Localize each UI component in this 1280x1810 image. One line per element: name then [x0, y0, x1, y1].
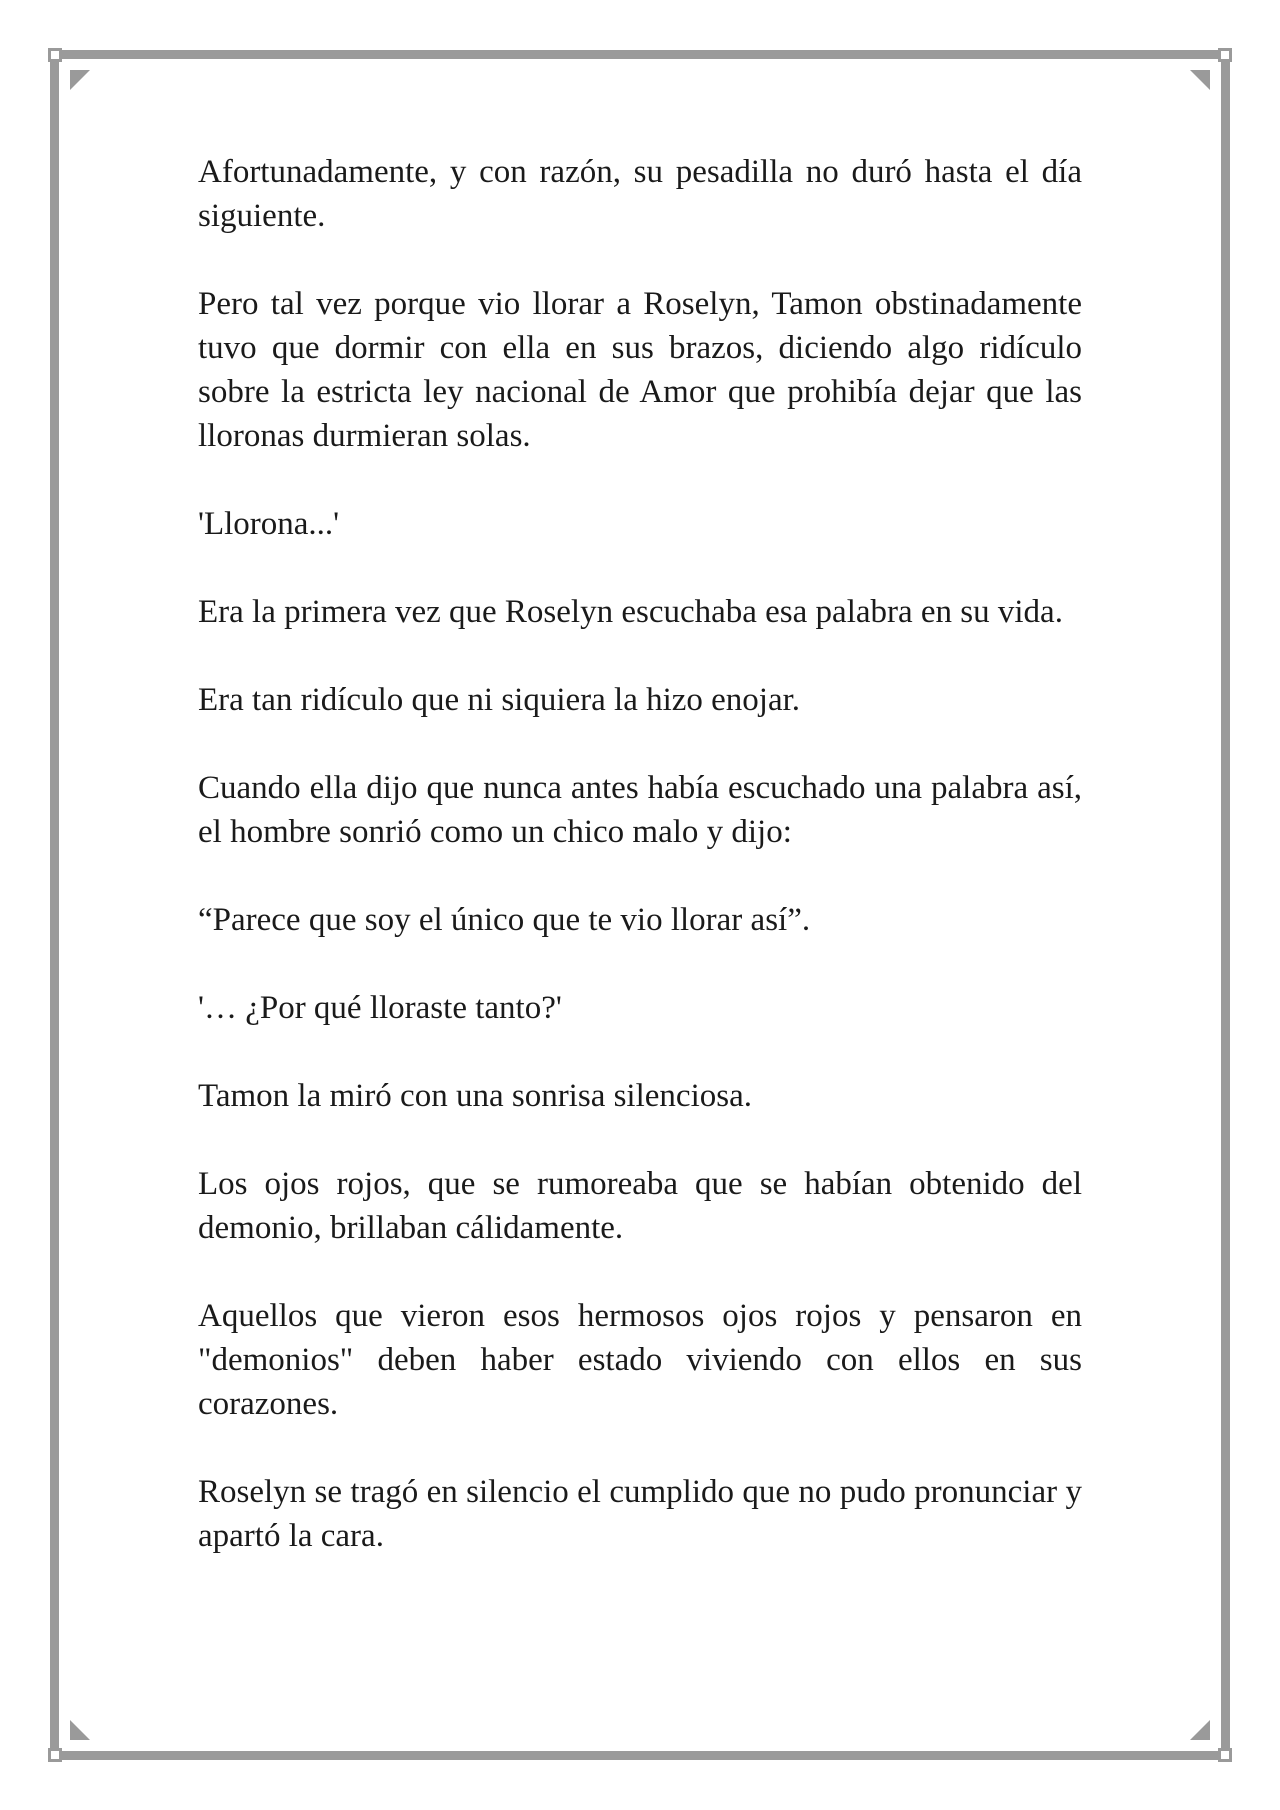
paragraph: “Parece que soy el único que te vio llorar así”.	[198, 902, 811, 938]
corner-triangle-icon	[70, 70, 90, 90]
corner-triangle-icon	[70, 1720, 90, 1740]
paragraph: Los ojos rojos, que se rumoreaba que se habían obtenido del demonio, brillaban cálidamente.	[198, 1166, 1082, 1246]
frame-corner-ornament	[48, 1748, 62, 1762]
paragraph: 'Llorona...'	[198, 506, 340, 542]
paragraph: Afortunadamente, y con razón, su pesadilla no duró hasta el día siguiente.	[198, 154, 1082, 234]
paragraph: Tamon la miró con una sonrisa silenciosa.	[198, 1078, 752, 1114]
paragraph: Pero tal vez porque vio llorar a Roselyn, Tamon obstinadamente tuvo que dormir con ella en sus brazos, diciendo algo ridículo sobre la estricta ley nacional de Amor que prohibía dejar que las lloronas durmieran solas.	[198, 286, 1082, 454]
frame-border-left	[50, 62, 59, 1748]
paragraph: Era tan ridículo que ni siquiera la hizo enojar.	[198, 682, 801, 718]
paragraph: Aquellos que vieron esos hermosos ojos rojos y pensaron en "demonios" deben haber estado viviendo con ellos en sus corazones.	[198, 1298, 1082, 1422]
frame-border-top	[62, 50, 1218, 59]
frame-border-bottom	[62, 1751, 1218, 1760]
frame-border-right	[1221, 62, 1230, 1748]
corner-triangle-icon	[1190, 1720, 1210, 1740]
paragraph: '… ¿Por qué lloraste tanto?'	[198, 990, 562, 1026]
frame-corner-ornament	[48, 48, 62, 62]
paragraph: Roselyn se tragó en silencio el cumplido que no pudo pronunciar y apartó la cara.	[198, 1474, 1082, 1554]
frame-corner-ornament	[1218, 48, 1232, 62]
page-body	[198, 150, 1082, 1602]
corner-triangle-icon	[1190, 70, 1210, 90]
paragraph: Cuando ella dijo que nunca antes había escuchado una palabra así, el hombre sonrió como un chico malo y dijo:	[198, 770, 1082, 850]
paragraph: Era la primera vez que Roselyn escuchaba esa palabra en su vida.	[198, 594, 1063, 630]
frame-corner-ornament	[1218, 1748, 1232, 1762]
